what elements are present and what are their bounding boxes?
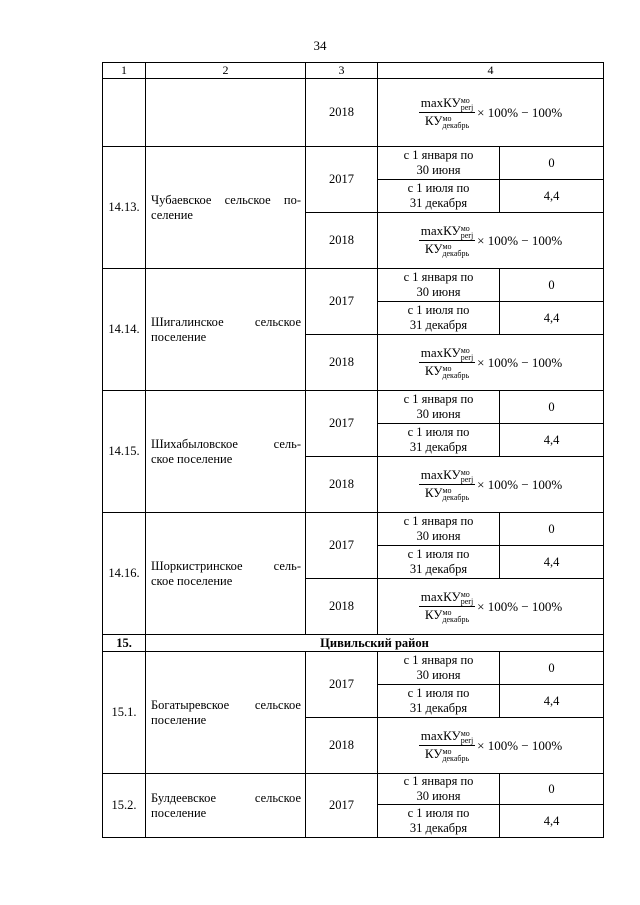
- year-cell: 2017: [306, 652, 378, 718]
- row-number: 14.13.: [103, 147, 146, 269]
- settlement-name: Шихабыловское сель- ское поселение: [146, 391, 306, 513]
- year-cell: 2017: [306, 391, 378, 457]
- period-first-half: с 1 января по 30 июня: [378, 774, 500, 805]
- page-number: 34: [313, 38, 327, 53]
- value-cell: 4,4: [500, 180, 604, 213]
- row-number: 14.16.: [103, 513, 146, 635]
- period-second-half: с 1 июля по 31 декабря: [378, 685, 500, 718]
- value-cell: 0: [500, 147, 604, 180]
- year-cell: 2018: [306, 335, 378, 391]
- period-first-half: с 1 января по 30 июня: [378, 269, 500, 302]
- section-title: Цивильский район: [146, 635, 604, 652]
- formula-cell: maxКУ мо perj КУ мо декабрь × 100% − 100%: [378, 579, 604, 635]
- formula-cell: maxКУ мо perj КУ мо декабрь × 100% − 100%: [378, 79, 604, 147]
- year-cell: 2017: [306, 513, 378, 579]
- period-first-half: с 1 января по 30 июня: [378, 513, 500, 546]
- period-second-half: с 1 июля по 31 декабря: [378, 546, 500, 579]
- header-col-3: 3: [306, 63, 378, 79]
- value-cell: 4,4: [500, 302, 604, 335]
- period-second-half: с 1 июля по 31 декабря: [378, 424, 500, 457]
- value-cell: 4,4: [500, 546, 604, 579]
- value-cell: 0: [500, 774, 604, 805]
- value-cell: 4,4: [500, 424, 604, 457]
- header-col-1: 1: [103, 63, 146, 79]
- table-row: [103, 147, 604, 180]
- table-row: [103, 774, 604, 805]
- table-row: [103, 391, 604, 424]
- table-row: [103, 513, 604, 546]
- year-cell: 2018: [306, 213, 378, 269]
- row-number: 14.14.: [103, 269, 146, 391]
- table-row: [103, 79, 604, 147]
- period-first-half: с 1 января по 30 июня: [378, 391, 500, 424]
- formula-cell: maxКУ мо perj КУ мо декабрь × 100% − 100%: [378, 213, 604, 269]
- period-second-half: с 1 июля по 31 декабря: [378, 805, 500, 838]
- year-cell: 2018: [306, 718, 378, 774]
- settlement-name: Шоркистринское сель- ское поселение: [146, 513, 306, 635]
- settlement-name: Булдеевское сельское поселение: [146, 774, 306, 838]
- period-first-half: с 1 января по 30 июня: [378, 652, 500, 685]
- year-cell: 2018: [306, 79, 378, 147]
- year-cell: 2017: [306, 269, 378, 335]
- value-cell: 4,4: [500, 805, 604, 838]
- table-row: [103, 269, 604, 302]
- header-col-4: 4: [378, 63, 604, 79]
- tariff-table: [102, 62, 604, 838]
- formula-cell: maxКУ мо perj КУ мо декабрь × 100% − 100%: [378, 457, 604, 513]
- row-number: 14.15.: [103, 391, 146, 513]
- value-cell: 0: [500, 269, 604, 302]
- formula-cell: maxКУ мо perj КУ мо декабрь × 100% − 100%: [378, 335, 604, 391]
- header-row: [103, 63, 604, 79]
- section-number: 15.: [103, 635, 146, 652]
- year-cell: 2017: [306, 147, 378, 213]
- period-second-half: с 1 июля по 31 декабря: [378, 302, 500, 335]
- year-cell: 2018: [306, 579, 378, 635]
- settlement-name: Богатыревское сельское поселение: [146, 652, 306, 774]
- row-number: 15.2.: [103, 774, 146, 838]
- year-cell: 2017: [306, 774, 378, 838]
- year-cell: 2018: [306, 457, 378, 513]
- table-row: [103, 652, 604, 685]
- value-cell: 0: [500, 513, 604, 546]
- value-cell: 0: [500, 391, 604, 424]
- settlement-name: Чубаевское сельское по- селение: [146, 147, 306, 269]
- row-number: 15.1.: [103, 652, 146, 774]
- value-cell: 0: [500, 652, 604, 685]
- value-cell: 4,4: [500, 685, 604, 718]
- section-row: [103, 635, 604, 652]
- settlement-name: Шигалинское сельское поселение: [146, 269, 306, 391]
- period-second-half: с 1 июля по 31 декабря: [378, 180, 500, 213]
- period-first-half: с 1 января по 30 июня: [378, 147, 500, 180]
- header-col-2: 2: [146, 63, 306, 79]
- formula-cell: maxКУ мо perj КУ мо декабрь × 100% − 100%: [378, 718, 604, 774]
